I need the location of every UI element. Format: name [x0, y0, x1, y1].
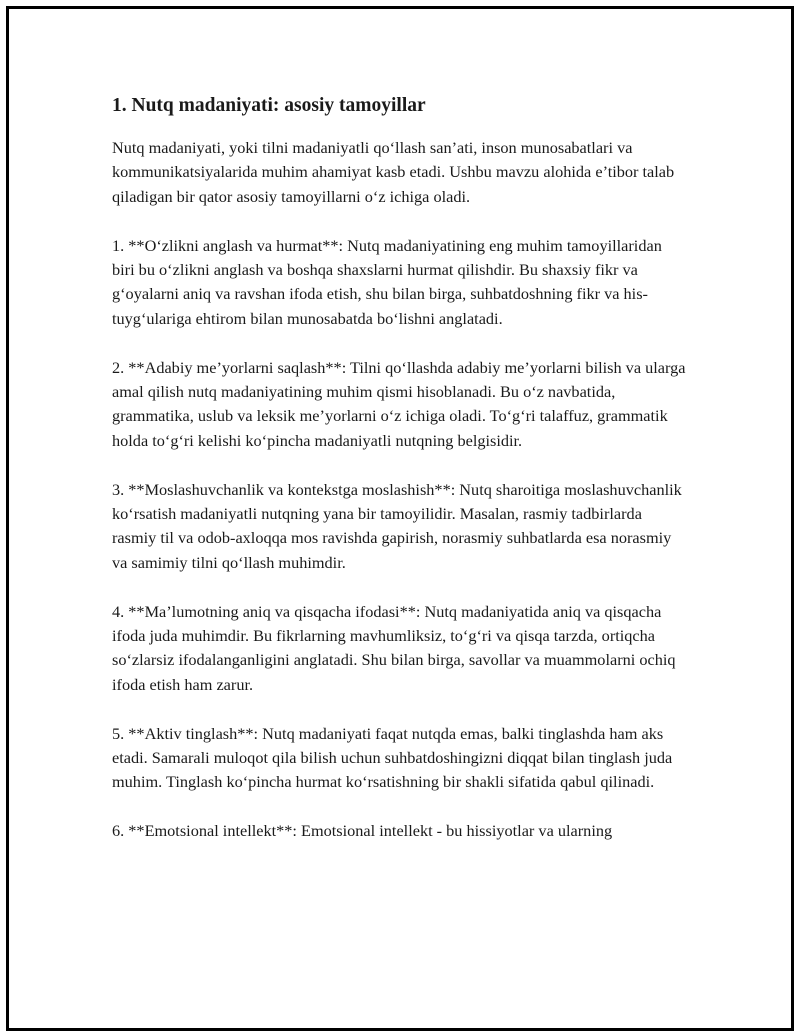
paragraph-5: 5. **Aktiv tinglash**: Nutq madaniyati faqat nutqda emas, balki tinglashda ham aks etadi. Samarali muloqot qila bilish uchun suhbatdoshingizni diqqat bilan tinglash juda muhim. Tinglash ko‘pincha hurmat ko‘rsatishning bir shakli sifatida qabul qilinadi.	[112, 723, 673, 792]
paragraph-2: 2. **Adabiy me’yorlarni saqlash**: Tilni qo‘llashda adabiy me’yorlarni bilish va ularga amal qilish nutq madaniyatining muhim qismi hisoblanadi. Bu o‘z navbatida, grammatika, uslub va leksik me’yorlarni o‘z ichiga oladi. To‘g‘ri talaffuz, grammatik holda to‘g‘ri kelishi ko‘pincha madaniyatli nutqning belgisidir.	[112, 357, 686, 450]
intro-paragraph: Nutq madaniyati, yoki tilni madaniyatli qo‘llash san’ati, inson munosabatlari va kommunikatsiyalarida muhim ahamiyat kasb etadi. Ushbu mavzu alohida e’tibor talab qiladigan bir qator asosiy tamoyillarni o‘z ichiga oladi.	[112, 138, 675, 206]
paragraph-1: 1. **O‘zlikni anglash va hurmat**: Nutq madaniyatining eng muhim tamoyillaridan biri bu o‘zlikni anglash va boshqa shaxslarni hurmat qilishdir. Bu shaxsiy fikr va g‘oyalarni aniq va ravshan ifoda etish, shu bilan birga, suhbatdoshning fikr va his-tuyg‘ulariga ehtirom bilan munosabatda bo‘lishni anglatadi.	[112, 235, 662, 328]
document-body	[112, 92, 687, 868]
paragraph-3: 3. **Moslashuvchanlik va kontekstga moslashish**: Nutq sharoitiga moslashuvchanlik ko‘rsatish madaniyatli nutqning yana bir tamoyilidir. Masalan, rasmiy tadbirlarda rasmiy til va odob-axloqqa mos ravishda gapirish, norasmiy suhbatlarda esa norasmiy va samimiy tilni qo‘llash muhimdir.	[112, 479, 682, 572]
document-title: 1. Nutq madaniyati: asosiy tamoyillar	[112, 95, 426, 116]
paragraph-4: 4. **Ma’lumotning aniq va qisqacha ifodasi**: Nutq madaniyatida aniq va qisqacha ifoda juda muhimdir. Bu fikrlarning mavhumliksiz, to‘g‘ri va qisqa tarzda, ortiqcha so‘zlarsiz ifodalanganligini anglatadi. Shu bilan birga, savollar va muammolarni ochiq ifoda etish ham zarur.	[112, 601, 676, 694]
paragraph-6: 6. **Emotsional intellekt**: Emotsional intellekt - bu hissiyotlar va ularning	[112, 821, 613, 841]
